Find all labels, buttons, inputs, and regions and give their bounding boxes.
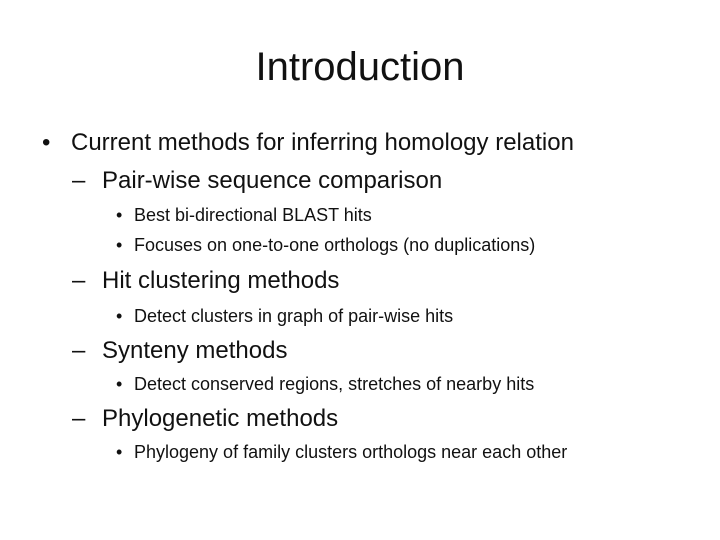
sub-sub-item-text: Best bi-directional BLAST hits: [134, 205, 372, 225]
sub-sub-item-text: Detect conserved regions, stretches of nearby hits: [134, 374, 535, 394]
sub-item-text: Phylogenetic methods: [102, 405, 339, 432]
dash-marker: –: [72, 267, 86, 294]
bullet-marker: •: [116, 205, 123, 225]
sub-sub-item-text: Focuses on one-to-one orthologs (no duplications): [134, 235, 536, 255]
sub-sub-item-text: Detect clusters in graph of pair-wise hits: [134, 306, 454, 326]
bullet-marker: •: [116, 235, 123, 255]
bullet-marker: •: [116, 306, 123, 326]
sub-item-text: Hit clustering methods: [102, 267, 340, 294]
bullet-text: Current methods for inferring homology relation: [71, 129, 574, 156]
dash-marker: –: [72, 167, 86, 194]
bullet-marker: •: [116, 374, 123, 394]
sub-sub-item-text: Phylogeny of family clusters orthologs near each other: [134, 442, 568, 462]
dash-marker: –: [72, 405, 86, 432]
dash-marker: –: [72, 337, 86, 364]
bullet-marker: •: [116, 442, 123, 462]
sub-item-text: Synteny methods: [102, 337, 288, 364]
slide-title: Introduction: [255, 45, 465, 89]
sub-item-text: Pair-wise sequence comparison: [102, 167, 443, 194]
bullet-marker: •: [42, 129, 51, 156]
